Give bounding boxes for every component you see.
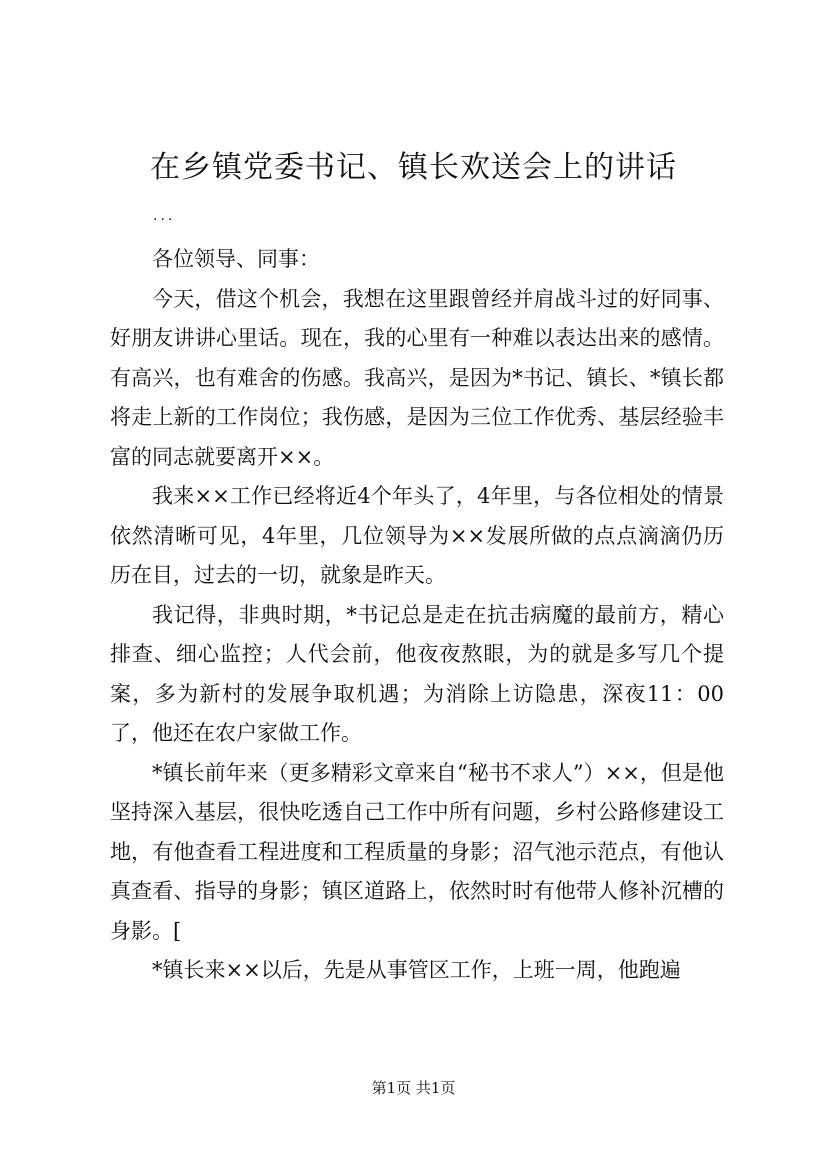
- document-title: 在乡镇党委书记、镇长欢送会上的讲话: [150, 150, 677, 185]
- salutation: 各位领导、同事：: [152, 247, 320, 271]
- paragraph: 我来××工作已经将近4个年头了，4年里，与各位相处的情景依然清晰可见，4年里，几位领导为××发展所做的点点滴滴仍历历在目，过去的一切，就象是昨天。: [110, 484, 724, 587]
- ellipsis-marker: ...: [153, 208, 176, 224]
- paragraph: *镇长前年来（更多精彩文章来自“秘书不求人”）××，但是他坚持深入基层，很快吃透自己工作中所有问题，乡村公路修建设工地，有他查看工程进度和工程质量的身影；沼气池示范点，有他认真查看、指导的身影；镇区道路上，依然时时有他带人修补沉槽的身影。[: [110, 760, 724, 943]
- document-body: [110, 240, 724, 991]
- page-footer: 第1页 共1页: [371, 1079, 456, 1097]
- paragraph: 今天，借这个机会，我想在这里跟曾经并肩战斗过的好同事、好朋友讲讲心里话。现在，我的心里有一种难以表达出来的感情。有高兴，也有难舍的伤感。我高兴，是因为*书记、镇长、*镇长都将走上新的工作岗位；我伤感，是因为三位工作优秀、基层经验丰富的同志就要离开××。: [110, 286, 724, 469]
- paragraph: *镇长来××以后，先是从事管区工作，上班一周，他跑遍: [152, 958, 681, 982]
- paragraph: 我记得，非典时期，*书记总是走在抗击病魔的最前方，精心排查、细心监控；人代会前，他夜夜熬眼，为的就是多写几个提案，多为新村的发展争取机遇；为消除上访隐患，深夜11：00了，他还在农户家做工作。: [110, 602, 724, 745]
